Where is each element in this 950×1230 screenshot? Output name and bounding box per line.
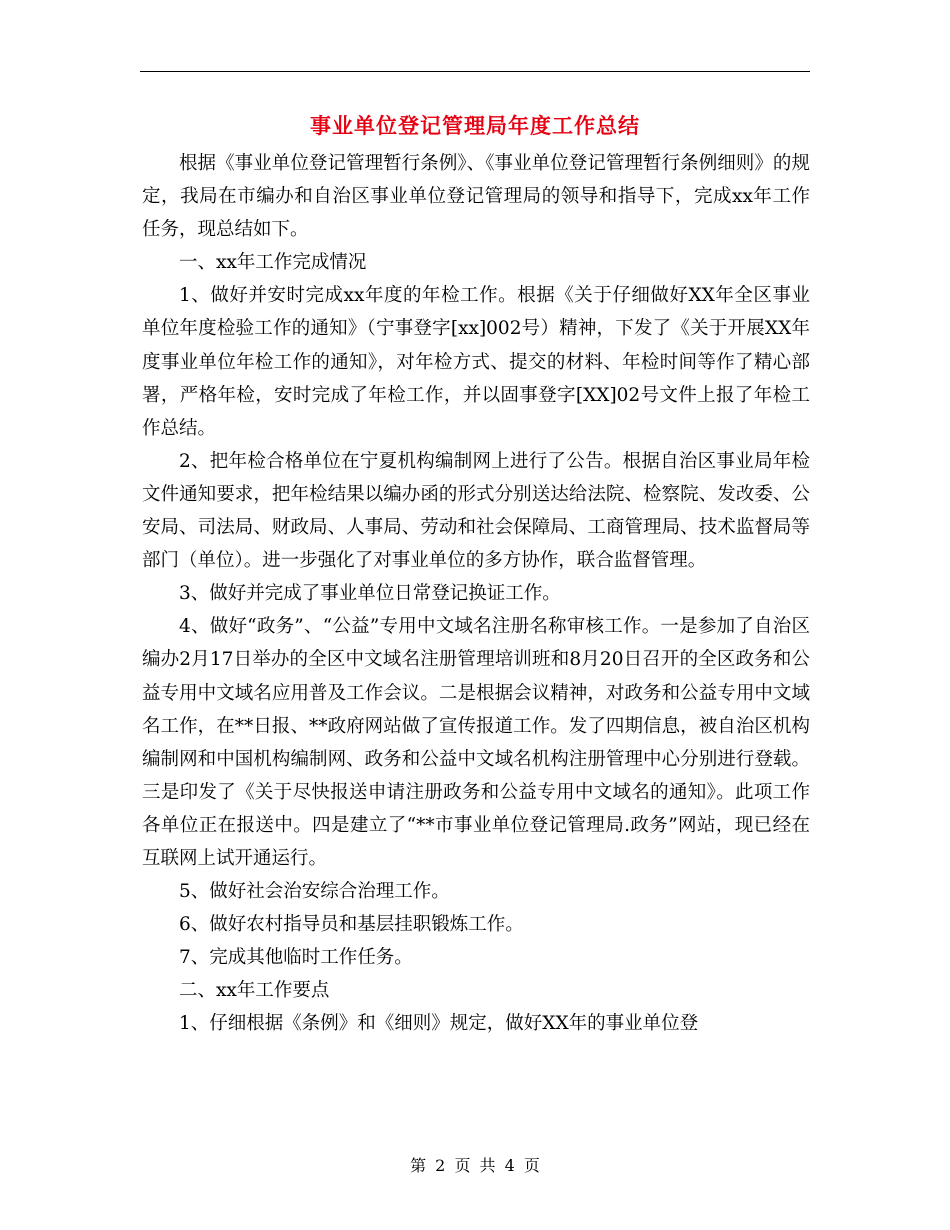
section-heading-1: 一、xx年工作完成情况 [179, 252, 367, 274]
paragraph-item-5: 5、做好社会治安综合治理工作。 [179, 881, 450, 903]
page-footer: 第 2 页 共 4 页 [410, 1156, 540, 1175]
document-title: 事业单位登记管理局年度工作总结 [310, 113, 640, 138]
paragraph-item-1: 1、做好并安时完成xx年度的年检工作。根据《关于仔细做好XX年全区事业单位年度检验工作的通知》（宁事登字[xx]002号）精神，下发了《关于开展XX年度事业单位年检工作的通知》，对年检方式、提交的材料、年检时间等作了精心部署，严格年检，安时完成了年检工作，并以固事登字[XX]02号文件上报了年检工作总结。 [142, 285, 810, 439]
paragraph-item-4: 4、做好“政务”、“公益”专用中文域名注册名称审核工作。一是参加了自治区编办2月17日举办的全区中文域名注册管理培训班和8月20日召开的全区政务和公益专用中文域名应用普及工作会议。二是根据会议精神，对政务和公益专用中文域名工作，在**日报、**政府网站做了宣传报道工作。发了四期信息，被自治区机构编制网和中国机构编制网、政务和公益中文域名机构注册管理中心分别进行登载。三是印发了《关于尽快报送申请注册政务和公益专用中文域名的通知》。此项工作各单位正在报送中。四是建立了“**市事业单位登记管理局.政务”网站，现已经在互联网上试开通运行。 [142, 616, 810, 869]
paragraph-plan-1: 1、仔细根据《条例》和《细则》规定，做好XX年的事业单位登 [179, 1013, 699, 1035]
section-heading-2: 二、xx年工作要点 [179, 980, 330, 1002]
paragraph-item-3: 3、做好并完成了事业单位日常登记换证工作。 [179, 583, 561, 605]
paragraph-intro: 根据《事业单位登记管理暂行条例》、《事业单位登记管理暂行条例细则》的规定，我局在市编办和自治区事业单位登记管理局的领导和指导下，完成xx年工作任务，现总结如下。 [142, 153, 810, 241]
document-body [142, 147, 810, 1041]
paragraph-item-7: 7、完成其他临时工作任务。 [179, 947, 413, 969]
paragraph-item-6: 6、做好农村指导员和基层挂职锻炼工作。 [179, 914, 524, 936]
paragraph-item-2: 2、把年检合格单位在宁夏机构编制网上进行了公告。根据自治区事业局年检文件通知要求，把年检结果以编办函的形式分别送达给法院、检察院、发改委、公安局、司法局、财政局、人事局、劳动和社会保障局、工商管理局、技术监督局等部门（单位）。进一步强化了对事业单位的多方协作，联合监督管理。 [142, 450, 810, 572]
header-rule [140, 71, 810, 72]
